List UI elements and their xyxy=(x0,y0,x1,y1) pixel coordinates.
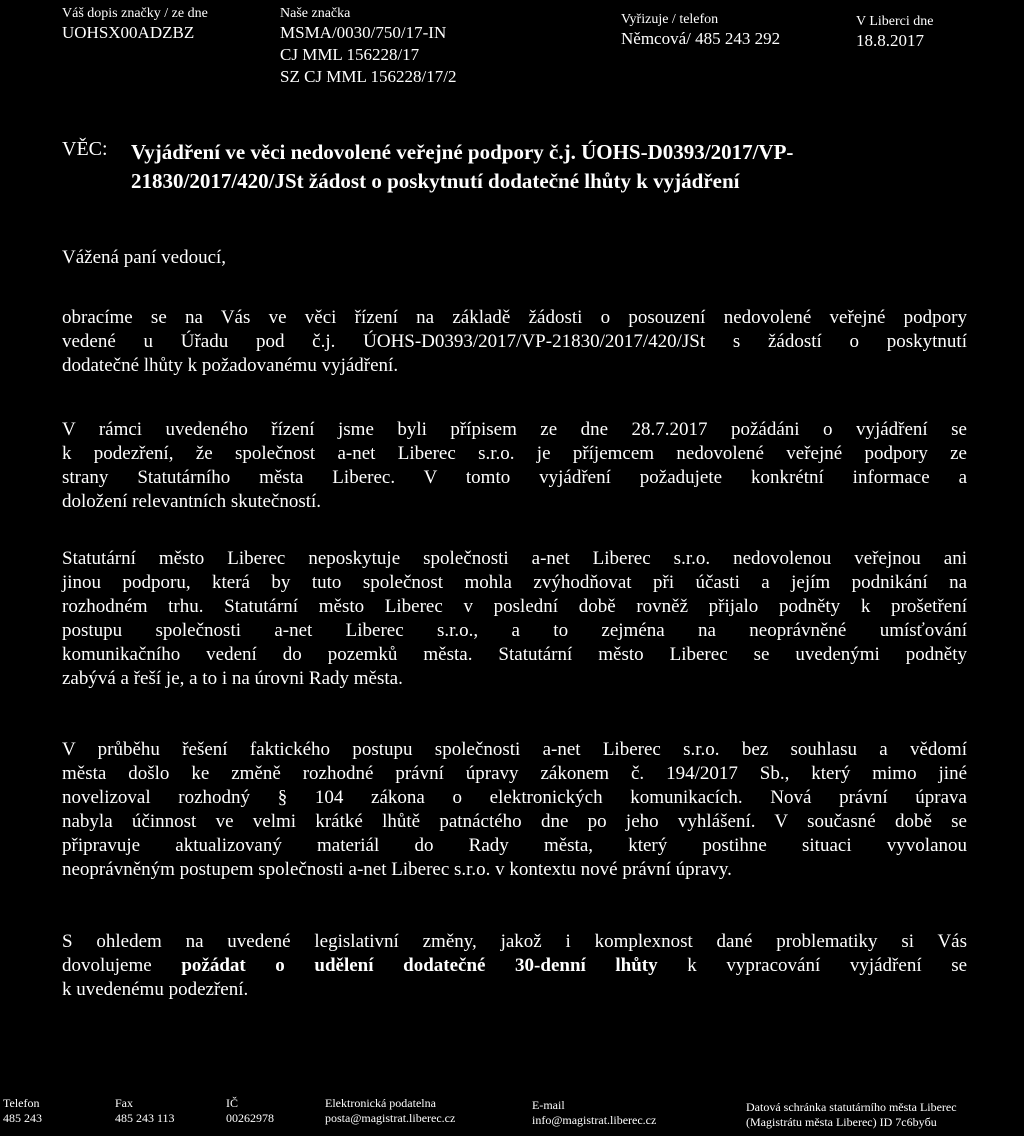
paragraph xyxy=(62,306,967,378)
salutation: Vážená paní vedoucí, xyxy=(62,247,227,268)
our-ref-value: CJ MML 156228/17 xyxy=(280,45,420,64)
handled-by-value: Němcová/ 485 243 292 xyxy=(621,29,781,48)
paragraph xyxy=(62,418,967,514)
footer-phone-label: Telefon xyxy=(3,1096,40,1110)
paragraph-line: k uvedenému podezření. xyxy=(62,979,249,1000)
paragraph xyxy=(62,930,967,1002)
your-ref-label: Váš dopis značky / ze dne xyxy=(62,6,208,21)
paragraph-line: novelizoval rozhodný § 104 zákona o elektronických komunikacích. Nová právní úprava xyxy=(62,787,967,808)
paragraph-line: zabývá a řeší je, a to i na úrovni Rady města. xyxy=(62,668,403,689)
footer-ico xyxy=(226,1096,274,1126)
paragraph-line: k podezření, že společnost a-net Liberec s.r.o. je příjemcem nedovolené veřejné podpory ze xyxy=(62,443,967,464)
paragraph-line: rozhodném trhu. Statutární město Liberec v poslední době rovněž přijalo podněty k prošetření xyxy=(62,596,967,617)
paragraph-line: vedené u Úřadu pod č.j. ÚOHS-D0393/2017/VP-21830/2017/420/JSt s žádostí o poskytnutí xyxy=(62,331,967,352)
paragraph-line: komunikačního vedení do pozemků města. Statutární město Liberec se uvedenými podněty xyxy=(62,644,967,665)
footer-databox-label: Datová schránka statutárního města Liberec xyxy=(746,1100,957,1114)
header-your-ref xyxy=(62,6,208,44)
paragraph-line: nabyla účinnost ve velmi krátké lhůtě patnáctého dne po jeho vyhlášení. V současné době se xyxy=(62,811,967,832)
paragraph-line: města došlo ke změně rozhodné právní úpravy zákonem č. 194/2017 Sb., který mimo jiné xyxy=(62,763,967,784)
footer-databox-value: (Magistrátu města Liberec) ID 7c6byбu xyxy=(746,1115,937,1129)
paragraph-line: V rámci uvedeného řízení jsme byli přípisem ze dne 28.7.2017 požádáni o vyjádření se xyxy=(62,419,967,440)
paragraph-line: připravuje aktualizovaný materiál do Rady města, který postihne situaci vyvolanou xyxy=(62,835,967,856)
your-ref-value: UOHSX00ADZBZ xyxy=(62,23,195,42)
paragraph-line: V průběhu řešení faktického postupu společnosti a-net Liberec s.r.o. bez souhlasu a vědomí xyxy=(62,739,967,760)
paragraph-text: dovolujeme xyxy=(62,955,182,976)
footer-epodatelna-label: Elektronická podatelna xyxy=(325,1096,436,1110)
place-date-value: 18.8.2017 xyxy=(856,31,924,50)
paragraph-line: jinou podporu, která by tuto společnost mohla zvýhodňovat při účasti a jejím podnikání na xyxy=(62,572,967,593)
paragraph-line: doložení relevantních skutečností. xyxy=(62,491,322,512)
paragraph-line: postupu společnosti a-net Liberec s.r.o., a to zejména na neoprávněné umísťování xyxy=(62,620,967,641)
footer-fax-value: 485 243 113 xyxy=(115,1111,175,1125)
footer-epodatelna xyxy=(325,1096,455,1126)
our-ref-value: MSMA/0030/750/17-IN xyxy=(280,23,447,42)
paragraph-text: k vypracování vyjádření se xyxy=(657,955,968,976)
handled-by-label: Vyřizuje / telefon xyxy=(621,12,719,27)
footer-ico-label: IČ xyxy=(226,1096,238,1110)
place-date-label: V Liberci dne xyxy=(856,14,934,29)
paragraph-line: Statutární město Liberec neposkytuje společnosti a-net Liberec s.r.o. nedovolenou veřejnou ani xyxy=(62,548,967,569)
paragraph-emphasis: požádat o udělení dodatečné 30-denní lhůty xyxy=(181,955,658,976)
footer-epodatelna-value: posta@magistrat.liberec.cz xyxy=(325,1111,456,1125)
subject-line: Vyjádření ve věci nedovolené veřejné podpory č.j. ÚOHS-D0393/2017/VP- xyxy=(131,140,794,164)
paragraph-line: dodatečné lhůty k požadovanému vyjádření. xyxy=(62,355,399,376)
our-ref-label: Naše značka xyxy=(280,6,351,21)
footer-ico-value: 00262978 xyxy=(226,1111,274,1125)
footer-email xyxy=(532,1098,656,1128)
paragraph-line: obracíme se na Vás ve věci řízení na základě žádosti o posouzení nedovolené veřejné podpory xyxy=(62,307,967,328)
paragraph-line: S ohledem na uvedené legislativní změny, jakož i komplexnost dané problematiky si Vás xyxy=(62,931,967,952)
footer-fax xyxy=(115,1096,175,1126)
header-handled-by xyxy=(621,12,780,50)
header-place-date xyxy=(856,14,934,52)
our-ref-value: SZ CJ MML 156228/17/2 xyxy=(280,67,457,86)
footer-phone xyxy=(3,1096,42,1126)
footer-email-value: info@magistrat.liberec.cz xyxy=(532,1113,657,1127)
footer-email-label: E-mail xyxy=(532,1098,565,1112)
paragraph-line: neoprávněným postupem společnosti a-net Liberec s.r.o. v kontextu nové právní úpravy. xyxy=(62,859,732,880)
paragraph-line xyxy=(62,954,967,978)
paragraph xyxy=(62,547,967,691)
paragraph xyxy=(62,738,967,882)
footer-databox xyxy=(746,1100,957,1130)
subject-key: VĚC: xyxy=(62,138,108,160)
paragraph-line: strany Statutárního města Liberec. V tomto vyjádření požadujete konkrétní informace a xyxy=(62,467,967,488)
header-our-ref xyxy=(280,6,456,88)
footer-phone-value: 485 243 xyxy=(3,1111,42,1125)
footer-fax-label: Fax xyxy=(115,1096,133,1110)
subject-line: 21830/2017/420/JSt žádost o poskytnutí dodatečné lhůty k vyjádření xyxy=(131,169,740,193)
